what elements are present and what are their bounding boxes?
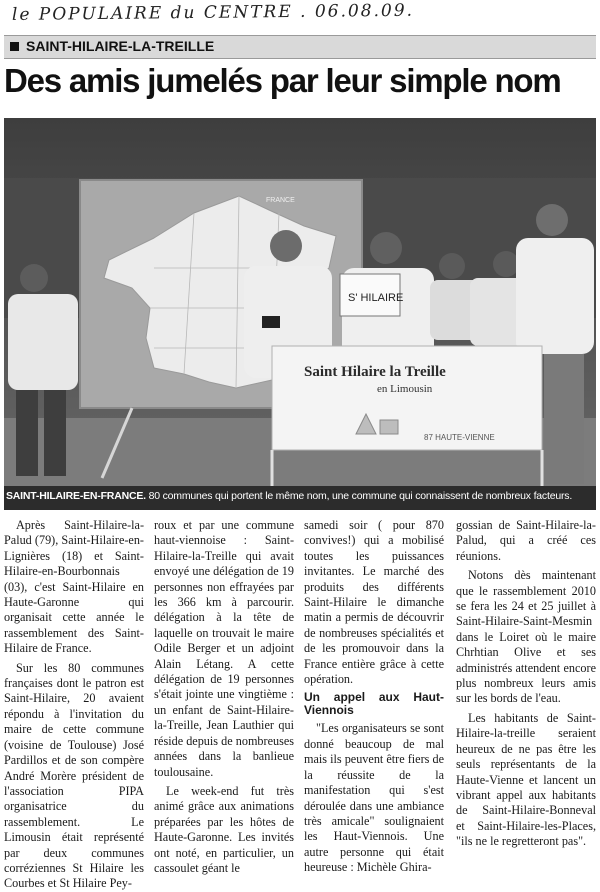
paragraph: Sur les 80 communes françaises dont le patron est Saint-Hilaire, 20 avaient répondu à l'invitation du maire de cette commune (voisine de Toulouse) José Pardillos et de son compère André Morère président de l'association PIPA organisatrice du rassemblement. Le Limousin était représenté par deux communes corréziennes St Hilaire les Courbes et St Hilaire Pey-	[4, 660, 144, 891]
paragraph: Notons dès maintenant que le rassemblement 2010 se fera les 24 et 25 juillet à Saint-Hilaire-Saint-Mesmin dans le Loiret où le maire Chrhtian Olive et ses administrés attendent encore plus nombreux leurs amis sur les bords de l'eau.	[456, 568, 596, 706]
banner	[272, 346, 542, 450]
article-column-4	[456, 518, 596, 849]
map-title: FRANCE	[266, 197, 295, 204]
paragraph: Après Saint-Hilaire-la-Palud (79), Saint-Hilaire-en-Lignières (18) et Saint-Hilaire-en-Bourbonnais (03), c'est Saint-Hilaire en Haute-Garonne qui organisait cette année le rassemblement des Saint-Hilaire de France.	[4, 518, 144, 656]
section-label: SAINT-HILAIRE-LA-TREILLE	[26, 38, 215, 54]
section-square-icon	[10, 42, 19, 51]
article-column-1	[4, 518, 144, 891]
source-annotation: le POPULAIRE du CENTRE . 06.08.09.	[11, 0, 415, 25]
paragraph: Les habitants de Saint-Hilaire-la-treille seraient heureux de ne pas être les seuls représentants de la Haute-Vienne et lancent un vibrant appel aux habitants de Saint-Hilaire-Bonneval et Saint-Hilaire-les-Places, "ils ne le regretteront pas".	[456, 710, 596, 849]
section-bar	[4, 35, 596, 59]
paragraph: roux et par une commune haut-viennoise : Saint-Hilaire-la-Treille qui avait envoyé une délégation de 19 personnes non effrayées par les 366 km à parcourir. délégation à la tête de laquelle on trouvait le maire Odile Berger et un adjoint Alain Létang. A cette délégation de 19 personnes s'était jointe une vingtième : un enfant de Saint-Hilaire-la-Treille, Jean Lauthier qui réside depuis de nombreuses années dans la banlieue toulousaine.	[154, 518, 294, 779]
paragraph: Le week-end fut très animé grâce aux animations préparées par les hôtes de Haute-Garonne. Les invités ont noté, en particulier, un cassoulet géant le	[154, 783, 294, 875]
banner-title: Saint Hilaire la Treille	[304, 364, 446, 380]
article-photo	[4, 118, 596, 510]
photo-illustration	[4, 118, 596, 510]
caption-text: 80 communes qui portent le même nom, une commune qui connaissent de nombreux facteurs.	[145, 490, 573, 502]
article-column-3	[304, 518, 444, 875]
paragraph: "Les organisateurs se sont donné beaucoup de mal mais ils peuvent être fiers de la réussite de la manifestation qui s'est déroulée dans une ambiance très amicale" soulignaient les Haut-Viennois. Une autre personne qui était heureuse : Michèle Ghira-	[304, 721, 444, 875]
photo-caption	[6, 490, 594, 508]
article-column-2	[154, 518, 294, 875]
headline: Des amis jumelés par leur simple nom	[4, 62, 561, 99]
caption-lead: SAINT-HILAIRE-EN-FRANCE.	[6, 490, 146, 502]
sign-text: S' HILAIRE	[348, 292, 404, 304]
paragraph: samedi soir ( pour 870 convives!) qui a mobilisé toutes les puissances invitantes. Le marché des produits des différents Saint-Hilaire le dimanche matin a permis de découvrir de nombreuses spécialités et de les promouvoir dans la France entière grâce à cette opération.	[304, 518, 444, 687]
subheading: Un appel aux Haut-Viennois	[304, 690, 444, 718]
paragraph: gossian de Saint-Hilaire-la-Palud, qui a créé ces réunions.	[456, 518, 596, 563]
banner-subtitle: en Limousin	[377, 383, 433, 395]
banner-footer: 87 HAUTE-VIENNE	[424, 433, 495, 442]
article-body	[4, 518, 596, 891]
